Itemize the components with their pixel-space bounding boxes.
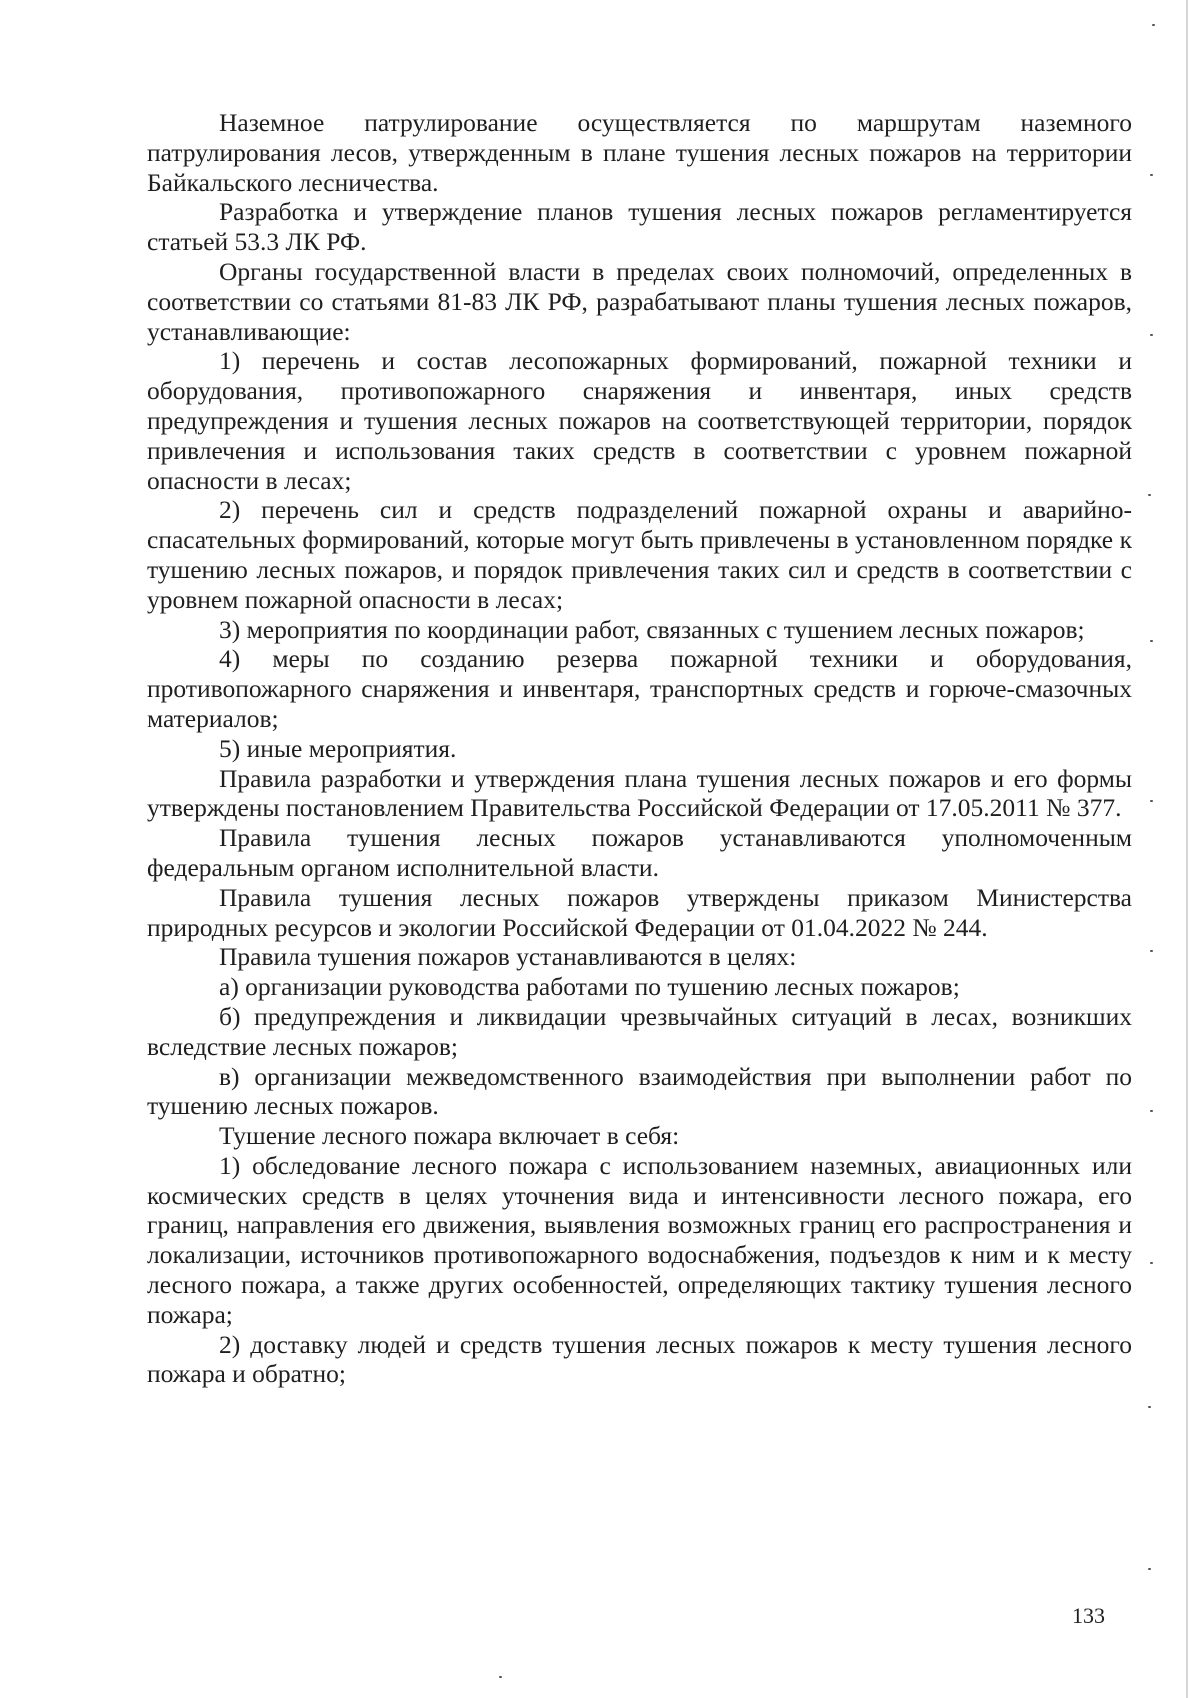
scan-speck [1152, 24, 1155, 26]
paragraph-authorities: Органы государственной власти в пределах своих полномочий, определенных в соответствии со статьями 81-83 ЛК РФ, разрабатывают планы тушения лесных пожаров, устанавливающие: [147, 256, 1132, 346]
list-item-2-delivery: 2) доставку людей и средств тушения лесных пожаров к месту тушения лесного пожара и обратно; [147, 1329, 1132, 1389]
scan-speck [1150, 334, 1153, 336]
scan-speck [1150, 640, 1153, 642]
page-number: 133 [1072, 1603, 1105, 1628]
paragraph-rules-purposes: Правила тушения пожаров устанавливаются в целях: [219, 942, 797, 972]
paragraph-extinguishing-includes: Тушение лесного пожара включает в себя: [219, 1121, 680, 1151]
scan-speck [1148, 1406, 1151, 1408]
list-item-b-emergencies: б) предупреждения и ликвидации чрезвычайных ситуаций в лесах, возникших вследствие лесных пожаров; [147, 1001, 1132, 1061]
scan-speck [1150, 800, 1153, 802]
scan-speck [1150, 1262, 1153, 1264]
paragraph-rules-order: Правила тушения лесных пожаров утверждены приказом Министерства природных ресурсов и экологии Российской Федерации от 01.04.2022 № 244. [147, 882, 1132, 942]
list-item-1-inspection: 1) обследование лесного пожара с использованием наземных, авиационных или космических средств в целях уточнения вида и интенсивности лесного пожара, его границ, направления его движения, выявления возможных границ его распространения и локализации, источников противопожарного водоснабжения, подъездов к ним и к месту лесного пожара, а также других особенностей, определяющих тактику тушения лесного пожара; [147, 1150, 1132, 1329]
list-item-5-other: 5) иные мероприятия. [219, 733, 457, 763]
list-item-1-formations: 1) перечень и состав лесопожарных формирований, пожарной техники и оборудования, противопожарного снаряжения и инвентаря, иных средств предупреждения и тушения лесных пожаров на соответствующей территории, порядок привлечения и использования таких средств в соответствии с уровнем пожарной опасности в лесах; [147, 346, 1132, 495]
scan-speck [1148, 1568, 1151, 1570]
list-item-a-management: а) организации руководства работами по тушению лесных пожаров; [219, 972, 960, 1002]
paragraph-plan-rules: Правила разработки и утверждения плана тушения лесных пожаров и его формы утверждены постановлением Правительства Российской Федерации от 17.05.2011 № 377. [147, 763, 1132, 823]
scan-speck [1150, 1110, 1153, 1112]
list-item-c-interaction: в) организации межведомственного взаимодействия при выполнении работ по тушению лесных пожаров. [147, 1061, 1132, 1121]
paragraph-rules-authority: Правила тушения лесных пожаров устанавливаются уполномоченным федеральным органом исполнительной власти. [147, 823, 1132, 882]
paragraph-plan-regulation: Разработка и утверждение планов тушения лесных пожаров регламентируется статьей 53.3 ЛК РФ. [147, 197, 1132, 257]
scan-speck [499, 1676, 502, 1678]
scan-speck [1150, 174, 1153, 176]
scan-speck [1150, 950, 1153, 952]
list-item-4-reserve: 4) меры по созданию резерва пожарной техники и оборудования, противопожарного снаряжения и инвентаря, транспортных средств и горюче-смазочных материалов; [147, 644, 1132, 733]
list-item-2-forces: 2) перечень сил и средств подразделений пожарной охраны и аварийно-спасательных формирований, которые могут быть привлечены в установленном порядке к тушению лесных пожаров, и порядок привлечения таких сил и средств в соответствии с уровнем пожарной опасности в лесах; [147, 495, 1132, 614]
scan-edge-line [1186, 0, 1188, 1698]
document-body [147, 108, 1132, 1389]
paragraph-ground-patrol: Наземное патрулирование осуществляется по маршрутам наземного патрулирования лесов, утвержденным в плане тушения лесных пожаров на территории Байкальского лесничества. [147, 108, 1132, 197]
scan-speck [1148, 494, 1151, 496]
list-item-3-coordination: 3) мероприятия по координации работ, связанных с тушением лесных пожаров; [219, 614, 1085, 644]
